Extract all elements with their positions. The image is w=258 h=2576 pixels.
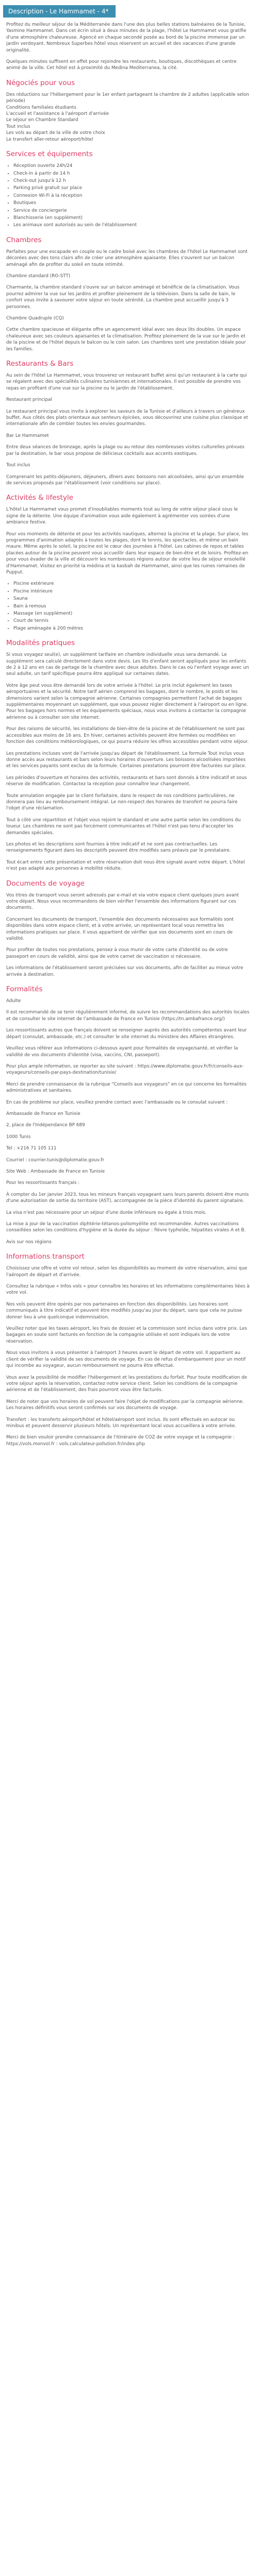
- chambres-heading: Chambres: [6, 235, 42, 244]
- modalites-paragraph: Si vous voyagez seul(e), un supplément tarifaire en chambre individuelle vous sera demandé. Le supplément sera calculé directement dans votre devis. Les lits d'enfant seront appliqués pour les enfants de 2 à 12 ans en cas de partage de la chambre avec deux adultes. Dans le cas où l'enfant voyage avec un seul adulte, un tarif spécifique pourra être appliqué sur certaines dates.: [6, 652, 249, 677]
- modalites-paragraph: Pour des raisons de sécurité, les installations de bien-être de la piscine et de l'établissement ne sont pas accessibles aux moins de 16 ans. En hiver, certaines activités peuvent être fermées ou modifiées en fonction des conditions météorologiques, ce qui pourra réduire les offres accessibles pendant votre séjour.: [6, 726, 249, 745]
- transport-paragraph: Nos vols peuvent être opérés par nos partenaires en fonction des disponibilités. Les horaires sont communiqués à titre indicatif et peuvent être modifiés jusqu'au jour du départ, sans que cela ne puisse donner lieu à une quelconque indemnisation.: [6, 1301, 243, 1320]
- formalites-paragraph: En cas de problème sur place, veuillez prendre contact avec l'ambassade ou le consulat suivant :: [6, 1099, 228, 1105]
- intro-paragraph: Quelques minutes suffisent en effet pour rejoindre les restaurants, boutiques, discothèques et centre animé de la ville. Cet hôtel est à proximité du Medina Mediterranea, la cité.: [6, 59, 237, 71]
- formalites-paragraph: Pour plus ample information, se reporter au site suivant : https://www.diplomatie.gouv.fr/fr/conseils-aux-voyageurs/conseils-par-pays-destination/tunisie/: [6, 1063, 244, 1076]
- modalites-section: [6, 652, 250, 872]
- formalites-paragraph: Veuillez vous référer aux informations ci-dessous ayant pour formalités de voyage/santé, et vérifier la validité de vos documents d'identité (visa, vaccins, CNI, passeport).: [6, 1046, 238, 1058]
- formalites-paragraph: Avis sur nos régions: [6, 1239, 52, 1245]
- negocies-heading: Négociés pour vous: [6, 78, 75, 87]
- restaurants-paragraph: Tout inclus: [6, 463, 30, 468]
- service-item: • Les animaux sont autorisés au sein de l'établissement: [13, 222, 250, 228]
- activites-heading: Activités & lifestyle: [6, 494, 73, 502]
- negocies-line: Le transfert aller-retour aéroport/hôtel: [6, 137, 93, 142]
- transport-paragraph: Vous avez la possibilité de modifier l'hébergement et les prestations du forfait. Pour toute modification de votre séjour après la réservation, contactez notre service client. Selon les conditions de la compagnie aérienne et de l'établissement, des frais pourront vous être facturés.: [6, 1375, 247, 1393]
- activites-list: [6, 581, 250, 632]
- restaurants-paragraph: Entre deux séances de bronzage, après la plage ou au retour des nombreuses visites culturelles prévues par la destination, le bar vous propose de délicieux cocktails aux accents exotiques.: [6, 445, 245, 456]
- activite-item: • Sauna: [13, 596, 250, 602]
- service-item: • Check-out jusqu'à 12 h: [13, 178, 250, 184]
- documents-paragraph: Vos titres de transport vous seront adressés par e-mail et via votre espace client quelques jours avant votre départ. Nous vous recommandons de bien vérifier l'ensemble des informations figurant sur ces documents.: [6, 892, 239, 911]
- transport-paragraph: Nous vous invitons à vous présenter à l'aéroport 3 heures avant le départ de votre vol. Il appartient au client de vérifier la validité de ses documents de voyage. En cas de refus d'embarquement pour un motif qui incombe au voyageur, aucun remboursement ne pourra être effectué.: [6, 1350, 246, 1369]
- formalites-paragraph: 1000 Tunis: [6, 1134, 31, 1140]
- modalites-paragraph: Les photos et les descriptions sont fournies à titre indicatif et ne sont pas contractuelles. Les renseignements figurant dans les descriptifs peuvent être modifiés sans préavis par le prestataire.: [6, 841, 231, 854]
- documents-heading: Documents de voyage: [6, 879, 85, 888]
- restaurants-paragraph: Au sein de l'hôtel Le Hammamet, vous trouverez un restaurant buffet ainsi qu'un restaurant à la carte qui se régalent avec des spécialités culinaires tunisiennes et internationales. Il est possible de prendre vos repas en profitant d'une vue sur la piscine ou le jardin de l'établissement.: [6, 373, 247, 391]
- restaurants-paragraph: Le restaurant principal vous invite à explorer les saveurs de la Tunisie et d'ailleurs à travers un généreux buffet. Aux côtés des plats orientaux aux senteurs épicées, vous découvrirez une cuisine plus classique et internationale afin de combler toutes les envies gourmandes.: [6, 409, 248, 427]
- documents-section: [6, 892, 250, 978]
- negocies-line: L'accueil et l'assistance à l'aéroport d'arrivée: [6, 111, 109, 117]
- restaurants-section: [6, 372, 250, 486]
- negocies-line: Le séjour en Chambre Standard: [6, 117, 78, 123]
- negocies-line: Tout inclus: [6, 124, 30, 129]
- formalites-paragraph: Site Web : Ambassade de France en Tunisie: [6, 1168, 105, 1174]
- modalites-heading: Modalités pratiques: [6, 639, 75, 648]
- activites-paragraph: Pour vos moments de détente et pour les activités nautiques, alternez la piscine et la plage. Sur place, les programmes d'animation adaptés à toutes les plages, dont le tennis, les spectacles, et même un bain maure. Même après le soleil, la piscine est le cœur des journées à l'hôtel. Les cabines de repos et tables placées autour de la piscine peuvent vous accueillir dans leur espace de bien-être et de loisirs. Profitez-en pour vous évader de la ville et découvrir les nombreuses régions autour de votre lieu de séjour ensoleillé d'Hammamet. Visitez en priorité la médina et la kasbah de Hammamet, ainsi que les ruines romaines de Pupput.: [6, 531, 249, 575]
- activites-paragraph: L'hôtel Le Hammamet vous promet d'inoubliables moments tout au long de votre séjour placé sous le signe de la détente. Une équipe d'animation vous aide également à agrémenter vos soirées d'une ambiance festive.: [6, 507, 238, 526]
- negocies-line-block: [6, 92, 250, 143]
- formalites-paragraph: Courriel : courrier.tunis@diplomatie.gouv.fr: [6, 1157, 104, 1163]
- transport-paragraph: Merci de noter que vos horaires de vol peuvent faire l'objet de modifications par la compagnie aérienne. Les horaires définitifs vous seront confirmés sur vos documents de voyage.: [6, 1399, 244, 1411]
- formalites-paragraph: 2, place de l'Indépendance BP 689: [6, 1123, 85, 1128]
- service-item: • Boutiques: [13, 200, 250, 206]
- formalites-paragraph: Merci de prendre connaissance de la rubrique "Conseils aux voyageurs" en ce qui concerne les formalités administratives et sanitaires.: [6, 1081, 247, 1094]
- documents-paragraph: Pour profiter de toutes nos prestations, pensez à vous munir de votre carte d'identité ou de votre passeport en cours de validité, ainsi que de votre carnet de vaccination si nécessaire.: [6, 947, 228, 959]
- service-item: • Connexion Wi-Fi à la réception: [13, 193, 250, 199]
- activites-section: [6, 506, 250, 575]
- activite-item: • Court de tennis: [13, 618, 250, 624]
- modalites-paragraph: Tout à côté une répartition et l'objet vous rejoint le standard et une autre partie selon les conditions du loueur. Les chambres ne sont pas forcément communicantes et l'hôtel n'est pas tenu d'accepter les demandes spéciales.: [6, 817, 241, 836]
- formalites-paragraph: La mise à jour de la vaccination diphtérie-tétanos-poliomyélite est recommandée. Autres vaccinations conseillées selon les conditions d'hygiène et la durée du séjour : fièvre typhoïde, hépatites virales A et B.: [6, 1222, 246, 1233]
- restaurants-heading: Restaurants & Bars: [6, 360, 74, 368]
- description-content: [0, 22, 258, 1447]
- transport-paragraph: Consultez la rubrique « Infos vols » pour connaître les horaires et les informations complémentaires liées à votre vol.: [6, 1284, 250, 1296]
- chambres-section: [6, 249, 250, 352]
- chambres-paragraph: Cette chambre spacieuse et élégante offre un agencement idéal avec ses deux lits doubles. Un espace chaleureux avec ses couleurs apaisantes et la climatisation. Profitez pleinement de la vue sur le jardin et de la piscine et de l'hôtel depuis le balcon ou le coin salon. Les chambres sont une prestation idéale pour les familles.: [6, 327, 246, 352]
- intro-section: [6, 22, 250, 72]
- modalites-paragraph: Votre âge peut vous être demandé lors de votre arrivée à l'hôtel. Le prix inclut également les taxes aéroportuaires et la sécurité. Notre tarif aérien comprend les bagages, dont le nombre, le poids et les dimensions varient selon la compagnie aérienne. Certaines compagnies permettent l'achat de bagages supplémentaires moyennant un supplément, que vous pouvez régler directement à l'aéroport ou en ligne. Pour les bagages hors normes et les équipements spéciaux, nous vous invitons à contacter la compagnie aérienne ou à consulter son site internet.: [6, 683, 248, 720]
- transport-paragraph: Merci de bien vouloir prendre connaissance de l'itinéraire de COZ de votre voyage et la compagnie : https://vols.monvol.fr : vols.calculateur-pollution.fr/index.php: [6, 1435, 235, 1447]
- service-item: • Service de conciergerie: [13, 208, 250, 214]
- formalites-paragraph: La visa n'est pas nécessaire pour un séjour d'une durée inférieure ou égale à trois mois.: [6, 1210, 207, 1215]
- services-heading: Services et équipements: [6, 150, 93, 159]
- service-item: • Parking privé gratuit sur place: [13, 185, 250, 191]
- transport-section: [6, 1265, 250, 1447]
- service-item: • Check-in à partir de 14 h: [13, 171, 250, 177]
- service-item: • Réception ouverte 24h/24: [13, 163, 250, 169]
- activite-item: • Plage aménagée à 200 mètres: [13, 625, 250, 632]
- chambres-paragraph: Parfaites pour une escapade en couple ou le cadre boisé avec les chambres de l'hôtel Le Hammamet sont décorées avec des tons clairs afin de créer une atmosphère apaisante. Elles s'ouvrent sur un balcon aménagé afin de profiter du soleil en toute intimité.: [6, 249, 248, 267]
- chambres-paragraph: Chambre standard (RO-STT): [6, 273, 71, 279]
- transport-heading: Informations transport: [6, 1252, 85, 1261]
- formalites-paragraph: Pour les ressortissants français :: [6, 1180, 80, 1186]
- services-list: [6, 163, 250, 229]
- activite-item: • Massage (en supplément): [13, 611, 250, 617]
- modalites-paragraph: Tout écart entre cette présentation et votre réservation doit nous être signalé avant votre départ. L'hôtel n'est pas adapté aux personnes à mobilité réduite.: [6, 859, 245, 872]
- negocies-section: [6, 92, 250, 143]
- documents-paragraph: Concernant les documents de transport, l'ensemble des documents nécessaires aux formalités sont disponibles dans votre espace client, et à votre arrivée, un représentant local vous remettra les informations pratiques sur place. Il vous appartient de vérifier que vos documents sont en cours de validité.: [6, 917, 234, 942]
- activite-item: • Bain à remous: [13, 603, 250, 609]
- activite-item: • Piscine extérieure: [13, 581, 250, 587]
- formalites-paragraph: Adulte: [6, 998, 21, 1004]
- negocies-line: Conditions familiales étudiants: [6, 105, 76, 110]
- transport-paragraph: Choisissez une offre et votre vol retour, selon les disponibilités au moment de votre réservation, ainsi que l'aéroport de départ et d'arrivée.: [6, 1266, 248, 1278]
- restaurants-paragraph: Bar Le Hammamet: [6, 433, 49, 438]
- service-item: • Blanchisserie (en supplément): [13, 215, 250, 221]
- formalites-paragraph: Tel : +216 71 105 111: [6, 1146, 57, 1151]
- negocies-line: Les vols au départ de la ville de votre choix: [6, 130, 105, 136]
- formalites-paragraph: Il est recommandé de se tenir régulièrement informé, de suivre les recommandations des autorités locales et de consulter le site internet de l'ambassade de France en Tunisie (https://tn.ambafrance.org/): [6, 1010, 250, 1022]
- restaurants-paragraph: Comprenant les petits-déjeuners, déjeuners, dîners avec boissons non alcoolisées, ainsi qu'un ensemble de services proposés par l'établissement (voir conditions sur place).: [6, 474, 244, 486]
- transport-paragraph: Veuillez noter que les taxes aéroport, les frais de dossier et la commission sont inclus dans votre prix. Les bagages en soute sont facturés en fonction de la compagnie utilisée et sont indiqués lors de votre réservation.: [6, 1326, 247, 1344]
- formalites-paragraph: Ambassade de France en Tunisie: [6, 1111, 80, 1116]
- modalites-paragraph: Les périodes d'ouverture et horaires des activités, restaurants et bars sont donnés à titre indicatif et sous réserve de modification. Contactez la réception pour connaître leur changement.: [6, 775, 247, 787]
- transport-paragraph: Transfert : les transferts aéroport/hôtel et hôtel/aéroport sont inclus. Ils sont effectués en autocar ou minibus et peuvent desservir plusieurs hôtels. Un représentant local vous accueillera à votre arrivée.: [6, 1417, 236, 1429]
- modalites-paragraph: Les prestations incluses vont de l'arrivée jusqu'au départ de l'établissement. La formule Tout inclus vous donne accès aux restaurants et bars selon leurs horaires d'ouverture. Les boissons alcoolisées importées et les services payants sont exclus de la formule. Certaines prestations pourront être facturées sur place.: [6, 751, 247, 769]
- formalites-heading: Formalités: [6, 985, 43, 994]
- formalites-paragraph: Les ressortissants autres que français doivent se renseigner auprès des autorités compétentes avant leur départ (consulat, ambassade, etc.) et consulter le site internet du ministère des Affaires étrangères.: [6, 1028, 247, 1040]
- formalites-paragraph: À compter du 1er janvier 2023, tous les mineurs français voyageant sans leurs parents doivent être munis d'une autorisation de sortie du territoire (AST), accompagnée de la pièce d'identité du parent signataire.: [6, 1192, 249, 1204]
- intro-paragraph: Profitez du meilleur séjour de la Méditerranée dans l'une des plus belles stations balnéaires de la Tunisie, Yasmine Hammamet. Dans cet écrin situé à deux minutes de la plage, l'hôtel Le Hammamet vous gratifie d'une atmosphère chaleureuse. Agencé en chaque secondé posée au bord de la piscine immense par un jardin verdoyant. Nombreux Superbes hôtel vous réservent un accueil et des vacances d'une grande originalité.: [6, 22, 247, 53]
- chambres-paragraph: Charmante, la chambre standard s'ouvre sur un balcon aménagé et bénéficie de la climatisation. Vous pourrez admirer la vue sur les jardins et profiter pleinement de la télévision. Dans la salle de bain, le confort vous invite à savourer votre séjour en toute sérénité. La chambre peut accueillir jusqu'à 3 personnes.: [6, 285, 240, 310]
- modalites-paragraph: Toute annulation engagée par le client forfaitaire, dans le respect de nos conditions particulières, ne donnera pas lieu au remboursement intégral. Le non-respect des horaires de transfert ne pourra faire l'objet d'une réclamation.: [6, 793, 238, 811]
- documents-paragraph: Les informations de l'établissement seront précisées sur vos documents, afin de faciliter au mieux votre arrivée à destination.: [6, 965, 244, 977]
- chambres-paragraph: Chambre Quadruple (CQ): [6, 316, 64, 321]
- activite-item: • Piscine intérieure: [13, 588, 250, 595]
- formalites-section: [6, 998, 250, 1245]
- description-banner: Description - Le Hammamet - 4*: [3, 5, 116, 18]
- restaurants-paragraph: Restaurant principal: [6, 397, 52, 403]
- negocies-line: Des réductions sur l'hébergement pour le 1er enfant partageant la chambre de 2 adultes (applicable selon période): [6, 92, 249, 104]
